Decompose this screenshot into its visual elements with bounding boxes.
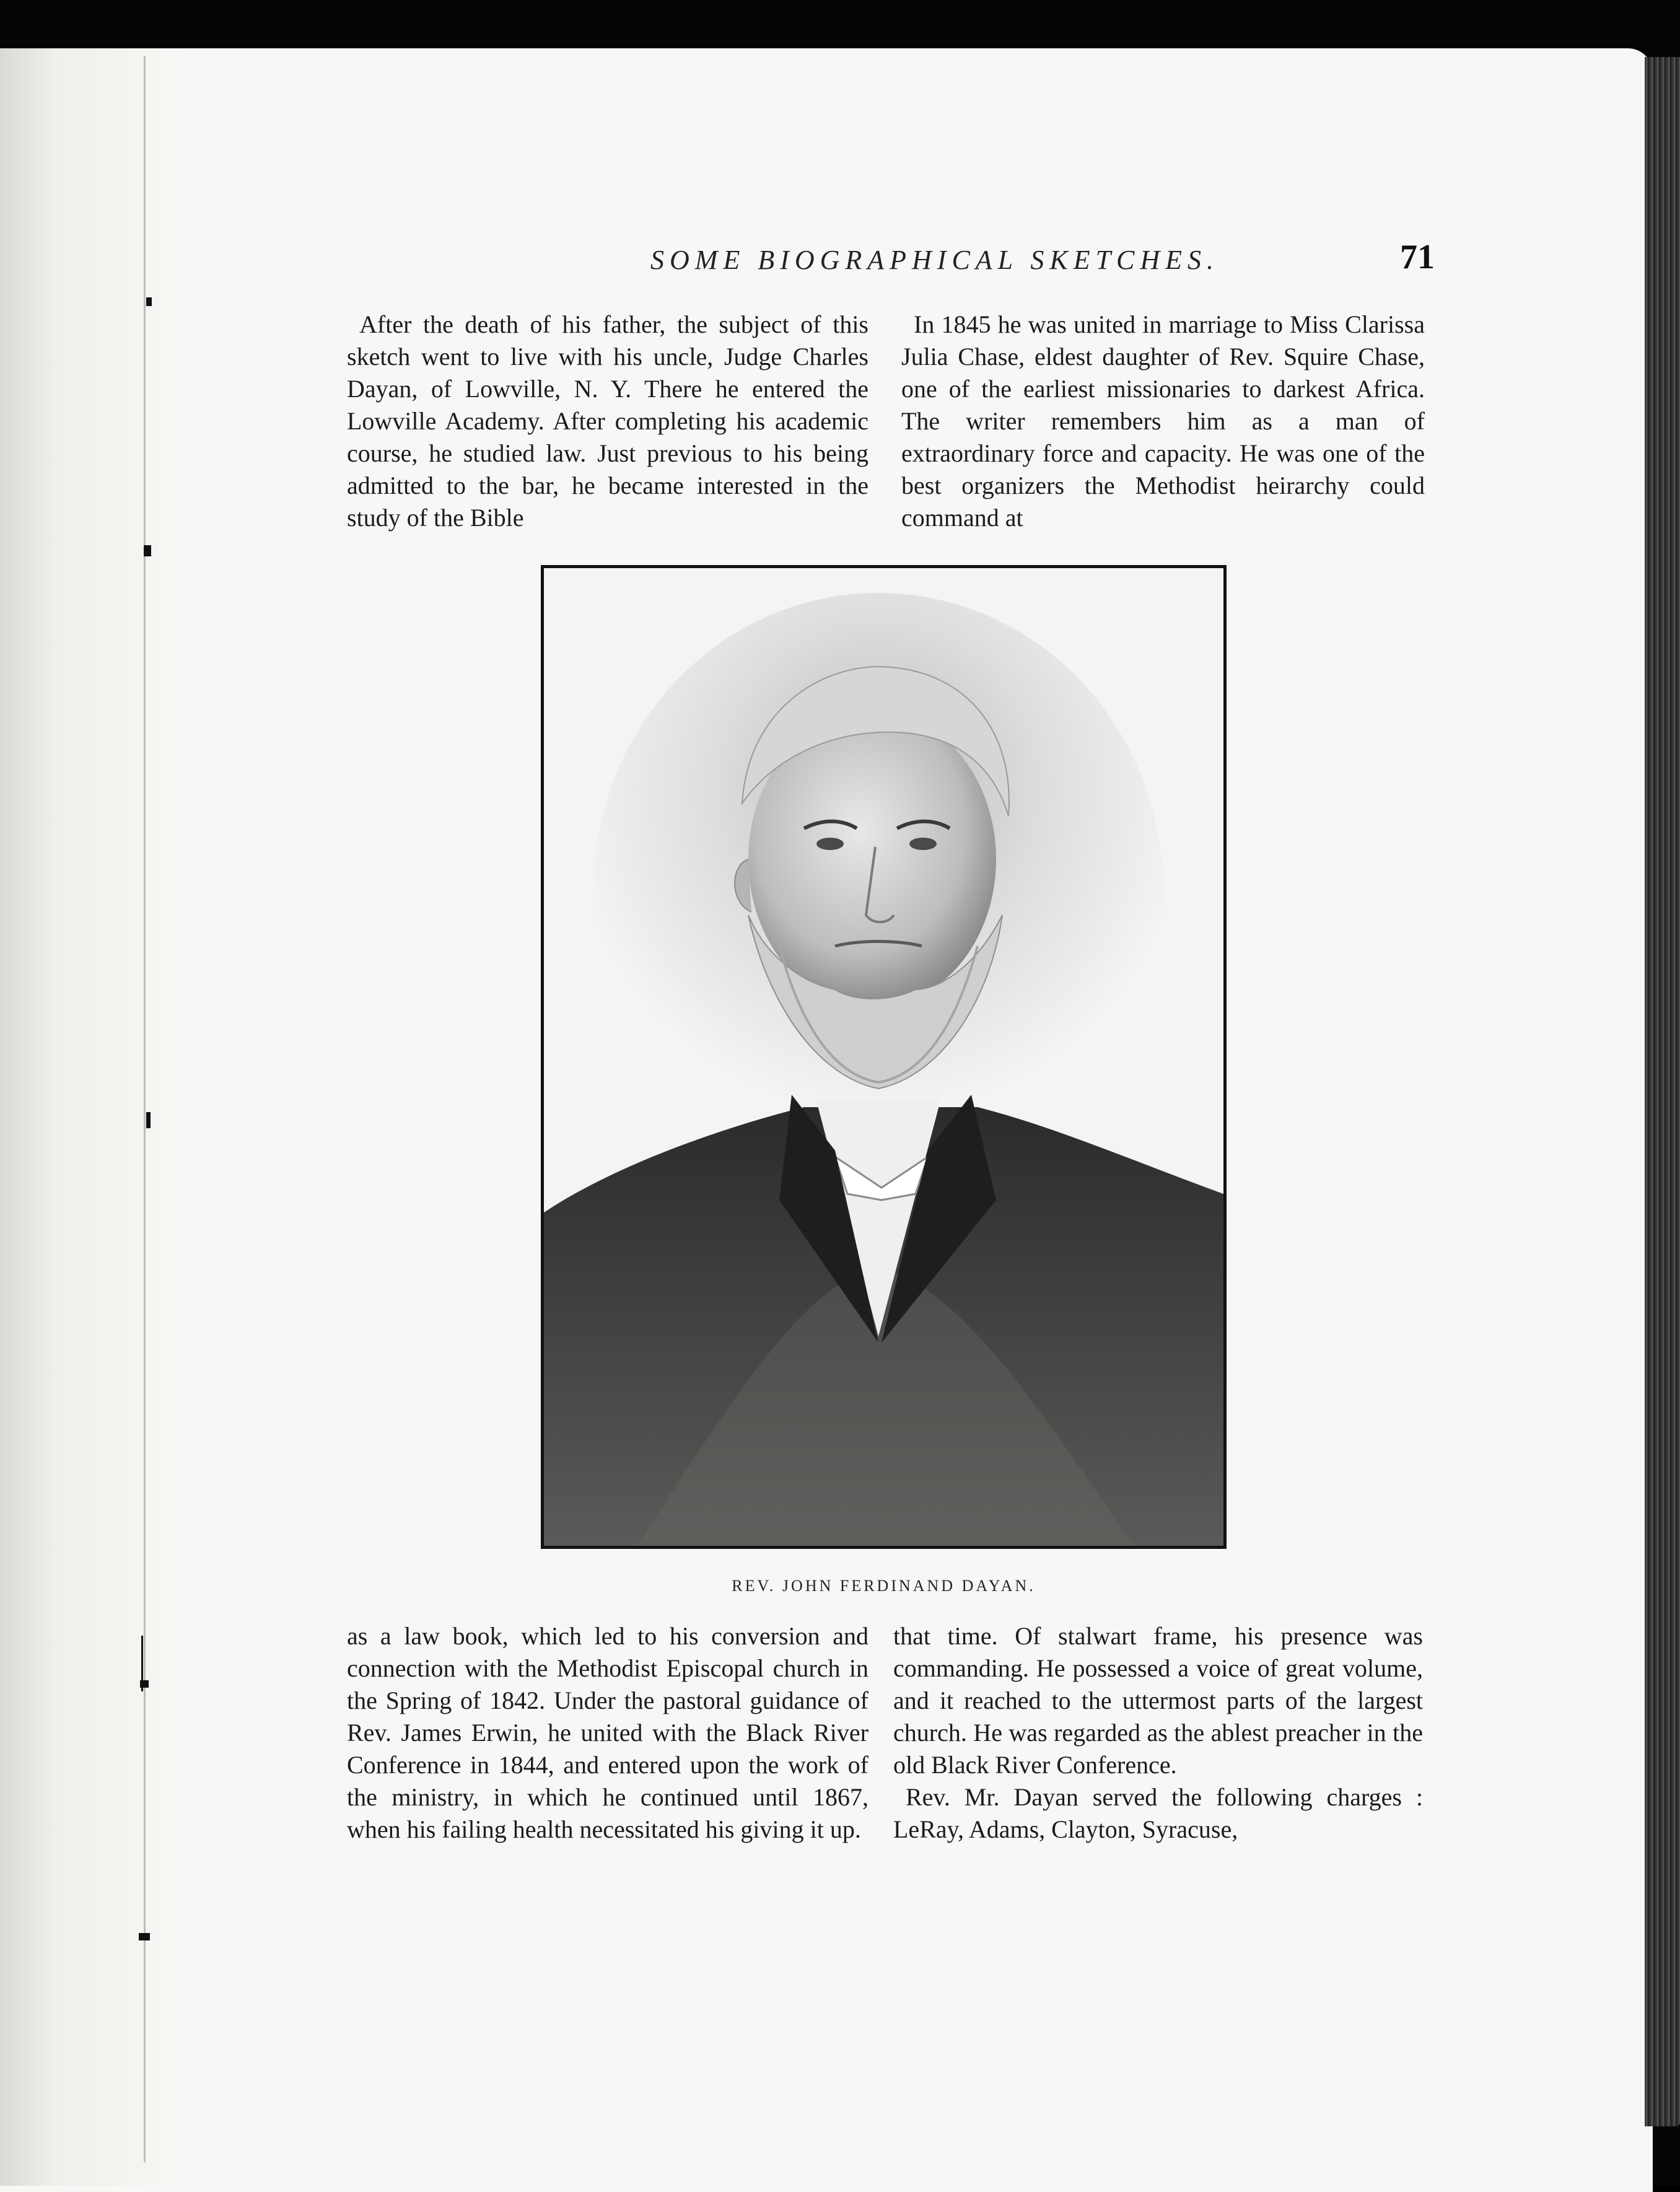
binding-mark (146, 1112, 151, 1128)
running-head: SOME BIOGRAPHICAL SKETCHES. (650, 245, 1220, 275)
paragraph: that time. Of stalwart frame, his presence was commanding. He possessed a voice of great volume, and it reached to the uttermost parts of the largest church. He was regarded as the ablest preacher in the old Black River Conference. (893, 1622, 1423, 1779)
engraved-portrait-image (544, 568, 1223, 1546)
page-gutter (0, 48, 186, 2186)
text-column-bottom-right (893, 1620, 1423, 1846)
paragraph: After the death of his father, the subject of this sketch went to live with his uncle, Judge Charles Dayan, of Lowville, N. Y. There he entered the Lowville Academy. After completing his academic course, he studied law. Just previous to his being admitted to the bar, he became interested in the study of the Bible (347, 310, 868, 532)
paragraph: In 1845 he was united in marriage to Miss Clarissa Julia Chase, eldest daughter of Rev. Squire Chase, one of the earliest missionaries to darkest Africa. The writer remembers him as a man of extraordinary force and capacity. He was one of the best organizers the Methodist heirarchy could command at (901, 310, 1425, 532)
binding-mark (144, 545, 151, 556)
binding-mark (140, 1680, 149, 1688)
book-page-edges (1645, 57, 1680, 2126)
text-column-top-right (901, 309, 1425, 534)
page-number: 71 (1400, 238, 1435, 276)
text-column-bottom-left (347, 1620, 868, 1846)
paragraph: as a law book, which led to his conversion and connection with the Methodist Episcopal church in the Spring of 1842. Under the pastoral guidance of Rev. James Erwin, he united with the Black River Conference in 1844, and entered upon the work of the ministry, in which he continued until 1867, when his failing health necessitated his giving it up. (347, 1622, 868, 1843)
portrait-caption: REV. JOHN FERDINAND DAYAN. (732, 1577, 1036, 1595)
binding-mark (146, 297, 152, 306)
portrait-frame (541, 565, 1227, 1549)
text-column-top-left (347, 309, 868, 534)
gutter-fold-line (144, 56, 146, 2162)
paragraph: Rev. Mr. Dayan served the following charges : LeRay, Adams, Clayton, Syracuse, (893, 1783, 1423, 1843)
binding-mark (139, 1933, 150, 1940)
